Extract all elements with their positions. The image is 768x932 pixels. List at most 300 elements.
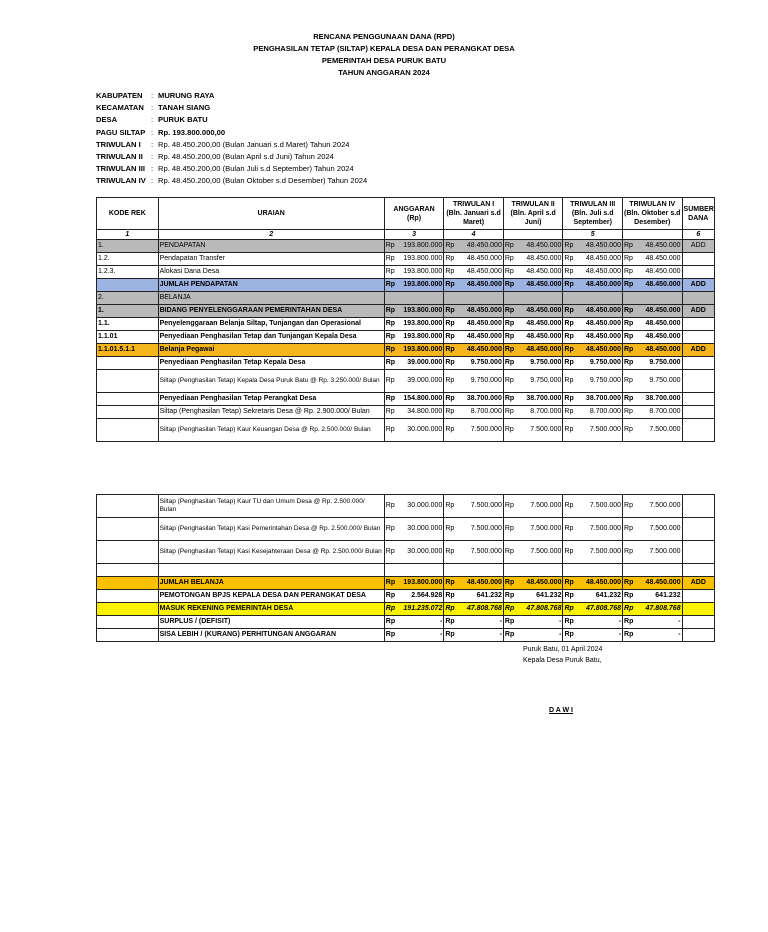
cell-amount-t3: 7.500.000 — [574, 419, 622, 442]
cell-kode-rek: 1.2. — [97, 253, 159, 266]
table-row — [97, 616, 715, 629]
cell-kode-rek: 1.1.01.5.1.1 — [97, 344, 159, 357]
cell-currency: Rp — [563, 541, 574, 564]
cell-currency: Rp — [503, 393, 514, 406]
cell-currency — [384, 564, 395, 577]
cell-uraian: BELANJA — [158, 292, 384, 305]
cell-uraian: Penyelenggaraan Belanja Siltap, Tunjangan dan Operasional — [158, 318, 384, 331]
cell-sumber-dana — [682, 629, 714, 642]
cell-currency: Rp — [384, 240, 395, 253]
cell-amount-ang — [395, 292, 443, 305]
cell-currency: Rp — [503, 279, 514, 292]
cell-currency: Rp — [384, 279, 395, 292]
cell-sumber-dana — [682, 495, 714, 518]
header-sumber-dana: SUMBER DANA — [682, 198, 714, 230]
cell-amount-t2: 48.450.000 — [514, 318, 562, 331]
cell-amount-ang: 193.800.000 — [395, 240, 443, 253]
cell-amount-t3: 7.500.000 — [574, 495, 622, 518]
table-row — [97, 419, 715, 442]
cell-amount-t4: 8.700.000 — [634, 406, 682, 419]
cell-kode-rek — [97, 616, 159, 629]
cell-currency: Rp — [384, 305, 395, 318]
header-anggaran: ANGGARAN (Rp) — [384, 198, 444, 230]
info-separator: : — [151, 91, 154, 100]
cell-kode-rek — [97, 279, 159, 292]
cell-amount-t3: 7.500.000 — [574, 518, 622, 541]
cell-currency: Rp — [563, 357, 574, 370]
cell-amount-t1: 48.450.000 — [455, 331, 503, 344]
cell-currency: Rp — [503, 240, 514, 253]
cell-amount-t3: 38.700.000 — [574, 393, 622, 406]
table-row — [97, 495, 715, 518]
cell-currency: Rp — [384, 629, 395, 642]
cell-uraian: Siltap (Penghasilan Tetap) Sekretaris Desa @ Rp. 2.900.000/ Bulan — [158, 406, 384, 419]
cell-amount-ang: 193.800.000 — [395, 318, 443, 331]
cell-currency: Rp — [563, 590, 574, 603]
cell-amount-ang: 193.800.000 — [395, 577, 443, 590]
cell-uraian: Belanja Pegawai — [158, 344, 384, 357]
cell-uraian: PEMOTONGAN BPJS KEPALA DESA DAN PERANGKAT DESA — [158, 590, 384, 603]
cell-amount-t2: 38.700.000 — [514, 393, 562, 406]
cell-amount-t3: 9.750.000 — [574, 357, 622, 370]
cell-currency: Rp — [444, 590, 455, 603]
cell-currency: Rp — [384, 393, 395, 406]
cell-currency: Rp — [623, 616, 634, 629]
cell-currency: Rp — [622, 253, 633, 266]
cell-amount-ang: 30.000.000 — [395, 541, 443, 564]
cell-amount-t3: 48.450.000 — [574, 577, 622, 590]
cell-currency: Rp — [444, 419, 455, 442]
cell-amount-t2: 641.232 — [515, 590, 563, 603]
cell-currency: Rp — [444, 393, 455, 406]
cell-amount-t4: 9.750.000 — [634, 357, 682, 370]
doc-title-3: PEMERINTAH DESA PURUK BATU — [321, 56, 447, 65]
cell-uraian: PENDAPATAN — [158, 240, 384, 253]
cell-currency: Rp — [622, 370, 633, 393]
cell-amount-t1 — [455, 292, 503, 305]
cell-amount-t4: 48.450.000 — [634, 305, 682, 318]
cell-sumber-dana — [682, 266, 714, 279]
colnum-3: 3 — [384, 230, 444, 240]
cell-amount-ang: 30.000.000 — [395, 419, 443, 442]
cell-uraian: Siltap (Penghasilan Tetap) Kaur TU dan Umum Desa @ Rp. 2.500.000/ Bulan — [158, 495, 384, 518]
info-value: Rp. 193.800.000,00 — [158, 127, 226, 137]
cell-amount-t4 — [634, 292, 682, 305]
cell-kode-rek — [97, 370, 159, 393]
header-triwulan-2: TRIWULAN II (Bln. April s.d Juni) — [503, 198, 563, 230]
cell-amount-t4: 48.450.000 — [634, 279, 682, 292]
cell-amount-t2: 9.750.000 — [514, 370, 562, 393]
table-row — [97, 279, 715, 292]
cell-currency: Rp — [563, 495, 574, 518]
cell-amount-ang — [395, 564, 443, 577]
cell-amount-ang: - — [395, 616, 443, 629]
cell-amount-ang: 193.800.000 — [395, 331, 443, 344]
info-label: PAGU SILTAP — [96, 127, 146, 137]
cell-uraian: SISA LEBIH / (KURANG) PERHITUNGAN ANGGARAN — [158, 629, 384, 642]
colnum-blank-b — [622, 230, 682, 240]
cell-amount-t3: 641.232 — [574, 590, 622, 603]
info-value: PURUK BATU — [158, 115, 208, 125]
table-row — [97, 603, 715, 616]
cell-currency: Rp — [384, 603, 395, 616]
table-row — [97, 318, 715, 331]
cell-currency: Rp — [384, 344, 395, 357]
info-label: TRIWULAN III — [96, 164, 145, 174]
cell-kode-rek — [97, 541, 159, 564]
cell-uraian: Siltap (Penghasilan Tetap) Kepala Desa Puruk Batu @ Rp. 3.250.000/ Bulan — [158, 370, 384, 393]
info-row — [96, 114, 367, 126]
colnum-1: 1 — [97, 230, 159, 240]
cell-amount-t2: 48.450.000 — [515, 577, 563, 590]
doc-title-2: PENGHASILAN TETAP (SILTAP) KEPALA DESA DAN PERANGKAT DESA — [253, 44, 515, 53]
cell-amount-ang: 39.000.000 — [395, 357, 443, 370]
cell-currency — [444, 564, 455, 577]
colnum-2: 2 — [158, 230, 384, 240]
cell-currency: Rp — [563, 370, 574, 393]
cell-amount-ang: 34.800.000 — [395, 406, 443, 419]
cell-currency: Rp — [623, 541, 634, 564]
cell-currency: Rp — [444, 357, 455, 370]
cell-sumber-dana — [682, 590, 714, 603]
cell-currency: Rp — [563, 344, 574, 357]
info-row — [96, 90, 367, 102]
cell-amount-t1: 8.700.000 — [455, 406, 503, 419]
cell-amount-t4: 9.750.000 — [634, 370, 682, 393]
cell-currency: Rp — [563, 240, 574, 253]
info-separator: : — [151, 127, 154, 137]
cell-currency: Rp — [444, 279, 455, 292]
cell-currency: Rp — [563, 577, 574, 590]
cell-amount-t1: 48.450.000 — [455, 240, 503, 253]
cell-currency — [563, 564, 574, 577]
cell-currency: Rp — [503, 518, 514, 541]
cell-amount-t2: 9.750.000 — [514, 357, 562, 370]
cell-amount-t1: 38.700.000 — [455, 393, 503, 406]
cell-currency — [622, 292, 633, 305]
cell-uraian: Pendapatan Transfer — [158, 253, 384, 266]
cell-currency: Rp — [384, 266, 395, 279]
cell-amount-t1: 48.450.000 — [455, 279, 503, 292]
table-row — [97, 344, 715, 357]
cell-currency: Rp — [384, 406, 395, 419]
cell-kode-rek — [97, 393, 159, 406]
signature-title: Kepala Desa Puruk Batu, — [523, 657, 602, 664]
cell-currency: Rp — [623, 603, 634, 616]
cell-currency: Rp — [503, 495, 514, 518]
cell-amount-t4: 7.500.000 — [634, 419, 682, 442]
info-value: Rp. 48.450.200,00 (Bulan April s.d Juni) Tahun 2024 — [158, 152, 334, 162]
cell-currency: Rp — [563, 419, 574, 442]
cell-uraian: Penyediaan Penghasilan Tetap Kepala Desa — [158, 357, 384, 370]
cell-amount-ang: 154.800.000 — [395, 393, 443, 406]
cell-currency: Rp — [622, 266, 633, 279]
cell-amount-t3: 48.450.000 — [574, 253, 622, 266]
cell-currency: Rp — [503, 331, 514, 344]
cell-currency: Rp — [444, 266, 455, 279]
cell-currency: Rp — [384, 577, 395, 590]
cell-kode-rek — [97, 590, 159, 603]
colnum-5: 5 — [563, 230, 623, 240]
cell-currency: Rp — [444, 616, 455, 629]
cell-currency: Rp — [503, 266, 514, 279]
cell-sumber-dana: ADD — [682, 279, 714, 292]
cell-amount-t2: - — [515, 616, 563, 629]
cell-sumber-dana — [682, 370, 714, 393]
cell-uraian: Siltap (Penghasilan Tetap) Kasi Kesejahteraan Desa @ Rp. 2.500.000/ Bulan — [158, 541, 384, 564]
cell-currency: Rp — [444, 344, 455, 357]
cell-currency: Rp — [563, 603, 574, 616]
cell-currency: Rp — [623, 629, 634, 642]
cell-amount-t2: 8.700.000 — [514, 406, 562, 419]
cell-amount-ang: 191.235.072 — [395, 603, 443, 616]
cell-amount-t4: 48.450.000 — [634, 266, 682, 279]
signature-name: D A W I — [549, 707, 573, 714]
cell-amount-t4: 48.450.000 — [634, 344, 682, 357]
cell-currency: Rp — [563, 305, 574, 318]
cell-sumber-dana — [682, 357, 714, 370]
cell-currency: Rp — [623, 518, 634, 541]
cell-currency: Rp — [563, 318, 574, 331]
table-row — [97, 590, 715, 603]
cell-amount-t3: 48.450.000 — [574, 279, 622, 292]
header-triwulan-3: TRIWULAN III (Bln. Juli s.d September) — [563, 198, 623, 230]
cell-amount-t3: 8.700.000 — [574, 406, 622, 419]
cell-amount-t4: 7.500.000 — [634, 541, 682, 564]
cell-amount-t1: 48.450.000 — [455, 266, 503, 279]
rpd-table-bottom — [96, 494, 715, 642]
cell-currency: Rp — [563, 331, 574, 344]
info-row — [96, 163, 367, 175]
info-label: TRIWULAN II — [96, 152, 143, 162]
cell-sumber-dana: ADD — [682, 577, 714, 590]
cell-uraian: Penyediaan Penghasilan Tetap Perangkat Desa — [158, 393, 384, 406]
cell-amount-t1: 48.450.000 — [455, 318, 503, 331]
cell-currency: Rp — [444, 495, 455, 518]
info-row — [96, 139, 367, 151]
cell-currency: Rp — [444, 577, 455, 590]
cell-amount-ang: 30.000.000 — [395, 495, 443, 518]
cell-currency: Rp — [503, 603, 514, 616]
cell-amount-t1: 9.750.000 — [455, 370, 503, 393]
cell-kode-rek — [97, 357, 159, 370]
info-separator: : — [151, 103, 154, 113]
cell-currency: Rp — [503, 305, 514, 318]
cell-currency: Rp — [384, 318, 395, 331]
cell-amount-t3: 48.450.000 — [574, 266, 622, 279]
rpd-table-top — [96, 197, 715, 442]
info-label: KECAMATAN — [96, 103, 144, 113]
cell-amount-t3: 48.450.000 — [574, 318, 622, 331]
cell-amount-t1: 48.450.000 — [455, 577, 503, 590]
cell-currency: Rp — [444, 305, 455, 318]
cell-sumber-dana — [682, 292, 714, 305]
cell-sumber-dana: ADD — [682, 240, 714, 253]
cell-amount-t2: 48.450.000 — [514, 266, 562, 279]
table-row — [97, 629, 715, 642]
cell-currency: Rp — [623, 495, 634, 518]
cell-currency: Rp — [384, 419, 395, 442]
table-row — [97, 518, 715, 541]
cell-amount-t4: 48.450.000 — [634, 331, 682, 344]
cell-amount-t3: 48.450.000 — [574, 240, 622, 253]
cell-currency — [384, 292, 395, 305]
cell-currency: Rp — [623, 590, 634, 603]
info-value: MURUNG RAYA — [158, 91, 215, 100]
signature-place-date: Puruk Batu, 01 April 2024 — [523, 646, 603, 653]
cell-sumber-dana — [682, 406, 714, 419]
colnum-blank-a — [503, 230, 563, 240]
cell-amount-t2: 48.450.000 — [514, 344, 562, 357]
cell-currency: Rp — [563, 266, 574, 279]
cell-sumber-dana — [682, 318, 714, 331]
cell-kode-rek: 1. — [97, 240, 159, 253]
cell-amount-t2: 7.500.000 — [515, 518, 563, 541]
cell-amount-ang: 193.800.000 — [395, 344, 443, 357]
cell-amount-t3: 48.450.000 — [574, 344, 622, 357]
cell-amount-t1: 7.500.000 — [455, 518, 503, 541]
table-row — [97, 292, 715, 305]
info-separator: : — [151, 115, 154, 125]
cell-amount-t4: 47.808.768 — [634, 603, 682, 616]
info-value: TANAH SIANG — [158, 103, 211, 113]
cell-currency: Rp — [622, 305, 633, 318]
cell-uraian: JUMLAH PENDAPATAN — [158, 279, 384, 292]
cell-currency: Rp — [563, 406, 574, 419]
cell-currency: Rp — [503, 253, 514, 266]
cell-kode-rek: 1.2.3. — [97, 266, 159, 279]
cell-kode-rek — [97, 603, 159, 616]
cell-sumber-dana: ADD — [682, 344, 714, 357]
cell-amount-ang: 193.800.000 — [395, 305, 443, 318]
cell-amount-ang: 39.000.000 — [395, 370, 443, 393]
cell-currency: Rp — [622, 406, 633, 419]
cell-amount-t1: 47.808.768 — [455, 603, 503, 616]
doc-title-1: RENCANA PENGGUNAAN DANA (RPD) — [313, 32, 455, 41]
cell-currency: Rp — [444, 253, 455, 266]
cell-amount-t4: 641.232 — [634, 590, 682, 603]
cell-currency: Rp — [622, 419, 633, 442]
table-row — [97, 370, 715, 393]
cell-amount-t2: 48.450.000 — [514, 279, 562, 292]
doc-title-4: TAHUN ANGGARAN 2024 — [338, 68, 430, 77]
cell-currency: Rp — [444, 318, 455, 331]
cell-amount-t2: 47.808.768 — [515, 603, 563, 616]
info-row — [96, 127, 367, 139]
cell-uraian: BIDANG PENYELENGGARAAN PEMERINTAHAN DESA — [158, 305, 384, 318]
cell-currency: Rp — [503, 357, 514, 370]
info-block — [96, 90, 367, 188]
cell-amount-ang: - — [395, 629, 443, 642]
cell-sumber-dana — [682, 253, 714, 266]
info-value: Rp. 48.450.200,00 (Bulan Juli s.d September) Tahun 2024 — [158, 164, 354, 174]
header-triwulan-4: TRIWULAN IV (Bln. Oktober s.d Desember) — [622, 198, 682, 230]
cell-currency — [444, 292, 455, 305]
info-label: KABUPATEN — [96, 91, 143, 100]
cell-amount-t2: 48.450.000 — [514, 240, 562, 253]
cell-amount-ang: 193.800.000 — [395, 266, 443, 279]
cell-kode-rek: 1. — [97, 305, 159, 318]
cell-amount-t1: - — [455, 629, 503, 642]
cell-uraian: Siltap (Penghasilan Tetap) Kasi Pemerintahan Desa @ Rp. 2.500.000/ Bulan — [158, 518, 384, 541]
cell-kode-rek — [97, 518, 159, 541]
cell-currency: Rp — [503, 419, 514, 442]
cell-currency: Rp — [622, 331, 633, 344]
cell-uraian: Penyediaan Penghasilan Tetap dan Tunjangan Kepala Desa — [158, 331, 384, 344]
table-row — [97, 406, 715, 419]
cell-uraian — [158, 564, 384, 577]
cell-amount-t4: - — [634, 616, 682, 629]
cell-currency: Rp — [503, 541, 514, 564]
cell-amount-t4: 48.450.000 — [634, 318, 682, 331]
cell-kode-rek — [97, 629, 159, 642]
cell-currency: Rp — [622, 344, 633, 357]
cell-sumber-dana — [682, 564, 714, 577]
cell-sumber-dana — [682, 603, 714, 616]
info-row — [96, 102, 367, 114]
cell-uraian: JUMLAH BELANJA — [158, 577, 384, 590]
cell-currency: Rp — [503, 577, 514, 590]
cell-amount-t1: 641.232 — [455, 590, 503, 603]
cell-currency: Rp — [384, 518, 395, 541]
cell-amount-t3 — [574, 564, 622, 577]
cell-currency: Rp — [503, 590, 514, 603]
table-row — [97, 393, 715, 406]
cell-currency: Rp — [384, 357, 395, 370]
cell-currency: Rp — [503, 370, 514, 393]
cell-kode-rek — [97, 495, 159, 518]
cell-amount-t4: 7.500.000 — [634, 518, 682, 541]
cell-currency: Rp — [622, 393, 633, 406]
cell-amount-t2: 48.450.000 — [514, 253, 562, 266]
cell-amount-t3: 9.750.000 — [574, 370, 622, 393]
cell-amount-t3: 48.450.000 — [574, 331, 622, 344]
cell-amount-t3: - — [574, 616, 622, 629]
info-separator: : — [151, 152, 154, 162]
cell-amount-t2 — [514, 292, 562, 305]
cell-amount-t1: 7.500.000 — [455, 419, 503, 442]
cell-currency: Rp — [563, 616, 574, 629]
table-row — [97, 541, 715, 564]
cell-currency: Rp — [444, 629, 455, 642]
cell-currency: Rp — [384, 253, 395, 266]
cell-amount-t3: 7.500.000 — [574, 541, 622, 564]
cell-currency — [503, 292, 514, 305]
cell-currency: Rp — [563, 393, 574, 406]
cell-amount-t1: 7.500.000 — [455, 495, 503, 518]
header-kode-rek: KODE REK — [97, 198, 159, 230]
info-label: TRIWULAN IV — [96, 176, 146, 186]
cell-amount-t1: 48.450.000 — [455, 305, 503, 318]
cell-amount-t1: 7.500.000 — [455, 541, 503, 564]
info-separator: : — [151, 176, 154, 186]
cell-amount-t2: 7.500.000 — [515, 541, 563, 564]
cell-amount-t2 — [515, 564, 563, 577]
cell-amount-ang: 193.800.000 — [395, 253, 443, 266]
cell-amount-t4: 7.500.000 — [634, 495, 682, 518]
cell-sumber-dana — [682, 419, 714, 442]
table-row — [97, 357, 715, 370]
cell-currency — [563, 292, 574, 305]
cell-currency: Rp — [444, 331, 455, 344]
colnum-6: 6 — [682, 230, 714, 240]
cell-sumber-dana — [682, 331, 714, 344]
cell-amount-ang: 30.000.000 — [395, 518, 443, 541]
cell-amount-t4: 48.450.000 — [634, 577, 682, 590]
cell-amount-t3: 47.808.768 — [574, 603, 622, 616]
cell-kode-rek — [97, 564, 159, 577]
cell-uraian: Siltap (Penghasilan Tetap) Kaur Keuangan Desa @ Rp. 2.500.000/ Bulan — [158, 419, 384, 442]
